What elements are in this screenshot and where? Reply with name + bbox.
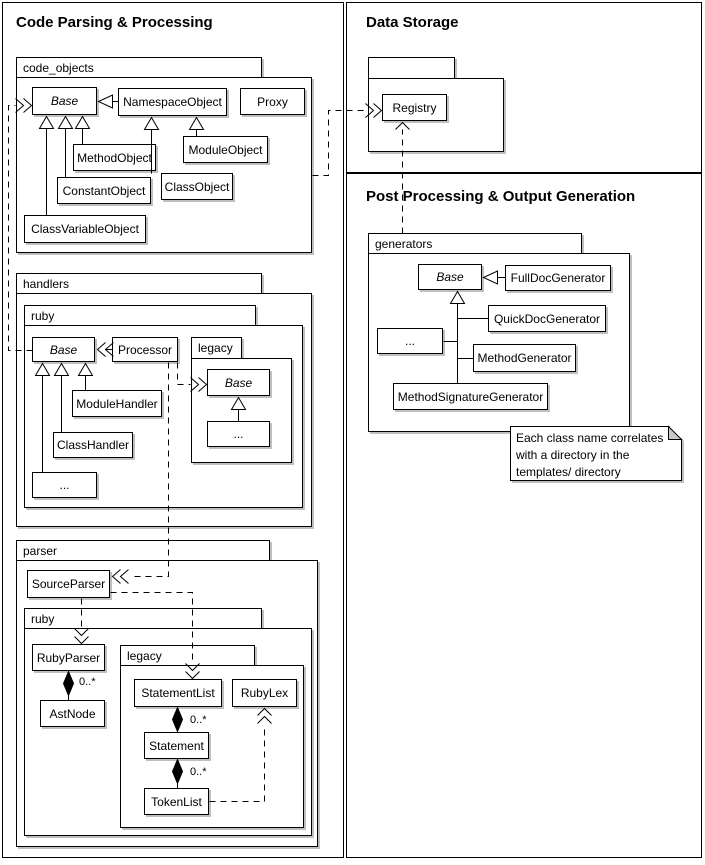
class-methodobject: MethodObject bbox=[73, 144, 156, 171]
multiplicity-statement-tokenlist: 0..* bbox=[190, 766, 207, 778]
package-tab-handlers-ruby bbox=[24, 305, 256, 326]
section-title-code-parsing: Code Parsing & Processing bbox=[16, 14, 213, 31]
class-rubylex: RubyLex bbox=[232, 679, 297, 707]
multiplicity-statementlist-statement: 0..* bbox=[190, 714, 207, 726]
class-sourceparser: SourceParser bbox=[27, 570, 110, 598]
package-tab-generators bbox=[368, 233, 582, 254]
class-moduleobject: ModuleObject bbox=[183, 136, 268, 163]
class-tokenlist: TokenList bbox=[144, 788, 209, 815]
class-handlers-base: Base bbox=[32, 337, 95, 362]
section-title-data-storage: Data Storage bbox=[366, 14, 459, 31]
class-namespaceobject: NamespaceObject bbox=[118, 88, 227, 116]
class-rubyparser: RubyParser bbox=[32, 644, 105, 671]
package-label-parser-ruby: ruby bbox=[31, 611, 55, 626]
package-label-handlers-ruby: ruby bbox=[31, 308, 55, 323]
class-generators-base: Base bbox=[418, 264, 482, 290]
package-label-parser: parser bbox=[23, 543, 58, 558]
class-handlers-legacy-base: Base bbox=[207, 369, 270, 396]
note-line-1: Each class name correlates bbox=[516, 431, 664, 445]
class-modulehandler: ModuleHandler bbox=[72, 390, 162, 417]
class-generators-ellipsis: ... bbox=[377, 328, 443, 354]
class-statementlist: StatementList bbox=[134, 679, 222, 707]
package-label-generators: generators bbox=[375, 236, 433, 251]
class-quickdocgenerator: QuickDocGenerator bbox=[488, 305, 606, 332]
package-label-handlers: handlers bbox=[23, 276, 70, 291]
class-classvariableobject: ClassVariableObject bbox=[24, 215, 146, 243]
class-registry: Registry bbox=[382, 94, 447, 121]
package-label-handlers-legacy: legacy bbox=[198, 341, 233, 355]
multiplicity-rubyparser-astnode: 0..* bbox=[79, 676, 96, 688]
note-line-2: with a directory in the bbox=[516, 448, 630, 462]
class-handlers-legacy-ellipsis: ... bbox=[207, 421, 270, 447]
package-label-code-objects: code_objects bbox=[23, 60, 94, 75]
package-tab-parser-legacy bbox=[120, 645, 255, 666]
class-handlers-ellipsis: ... bbox=[32, 472, 97, 498]
package-tab-parser-ruby bbox=[24, 608, 262, 629]
class-proxy: Proxy bbox=[240, 88, 305, 115]
class-classhandler: ClassHandler bbox=[53, 432, 133, 458]
class-fulldocgenerator: FullDocGenerator bbox=[505, 265, 611, 291]
package-tab-handlers-legacy bbox=[191, 337, 242, 359]
note-line-3: templates/ directory bbox=[516, 465, 621, 479]
class-statement: Statement bbox=[144, 732, 209, 759]
package-tab-code-objects bbox=[16, 57, 262, 78]
class-constantobject: ConstantObject bbox=[57, 177, 151, 204]
note-templates bbox=[510, 426, 682, 481]
section-title-post-processing: Post Processing & Output Generation bbox=[366, 188, 636, 205]
package-tab-storage bbox=[368, 57, 455, 79]
class-methodgenerator: MethodGenerator bbox=[473, 344, 576, 372]
class-processor: Processor bbox=[112, 337, 178, 362]
class-codeobjects-base: Base bbox=[32, 87, 97, 115]
class-methodsignaturegenerator: MethodSignatureGenerator bbox=[393, 383, 548, 410]
class-classobject: ClassObject bbox=[161, 173, 233, 200]
class-astnode: AstNode bbox=[40, 700, 105, 727]
package-tab-parser bbox=[16, 540, 270, 561]
package-label-parser-legacy: legacy bbox=[127, 648, 162, 663]
package-tab-handlers bbox=[16, 273, 262, 294]
